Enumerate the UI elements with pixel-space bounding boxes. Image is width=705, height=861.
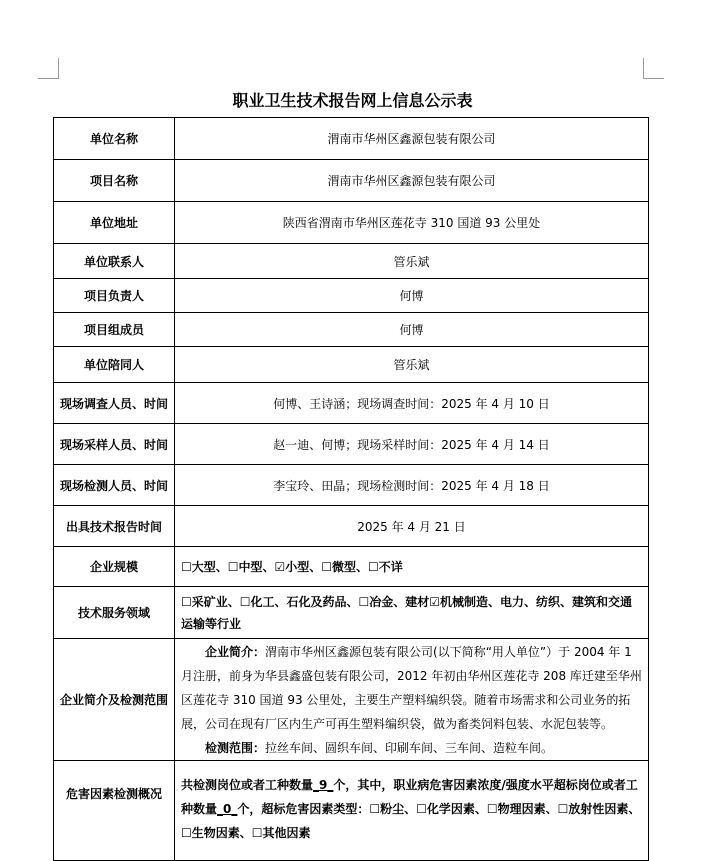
table-row	[54, 244, 649, 279]
value-testing: 李宝玲、田晶；现场检测时间：2025 年 4 月 18 日	[175, 465, 649, 506]
value-unit-name: 渭南市华州区鑫源包装有限公司	[175, 118, 649, 160]
table-row	[54, 424, 649, 465]
value-address: 陕西省渭南市华州区莲花寺 310 国道 93 公里处	[175, 202, 649, 244]
label-hazard: 危害因素检测概况	[54, 761, 175, 861]
table-row	[54, 547, 649, 587]
table-row	[54, 279, 649, 313]
label-scale: 企业规模	[54, 547, 175, 587]
value-members: 何博	[175, 313, 649, 347]
value-hazard	[175, 761, 649, 861]
value-project-name: 渭南市华州区鑫源包装有限公司	[175, 160, 649, 202]
hazard-text-1: 共检测岗位或者工种数量	[181, 778, 314, 792]
crop-mark-left	[38, 58, 59, 79]
hazard-count-posts: _9_	[313, 778, 334, 792]
table-row	[54, 347, 649, 383]
label-address: 单位地址	[54, 202, 175, 244]
scope-heading: 检测范围：	[205, 740, 266, 755]
label-testing: 现场检测人员、时间	[54, 465, 175, 506]
intro-text: 渭南市华州区鑫源包装有限公司(以下简称“用人单位”）于 2004 年 1 月注册，前身为华县鑫盛包装有限公司，2012 年初由华州区莲花寺 208 库迁建至华州区莲花寺 310 国道 93 公里处，主要生产塑料编织袋。随着市场需求和公司业务的拓展，公司在现有厂区内生产可再生塑料编织袋，做为畜类饲料包装、水泥包装等。	[181, 644, 642, 731]
intro-heading: 企业简介：	[205, 644, 266, 659]
scope-paragraph	[181, 736, 642, 760]
label-contact: 单位联系人	[54, 244, 175, 279]
label-escort: 单位陪同人	[54, 347, 175, 383]
label-unit-name: 单位名称	[54, 118, 175, 160]
intro-paragraph	[181, 640, 642, 736]
table-row	[54, 761, 649, 861]
value-domain: ☐采矿业、☐化工、石化及药品、☐冶金、建材☑机械制造、电力、纺织、建筑和交通运输等行业	[175, 587, 649, 639]
label-survey: 现场调查人员、时间	[54, 383, 175, 424]
value-survey: 何博、王诗涵；现场调查时间：2025 年 4 月 10 日	[175, 383, 649, 424]
table-row	[54, 587, 649, 639]
label-project-lead: 项目负责人	[54, 279, 175, 313]
label-domain: 技术服务领域	[54, 587, 175, 639]
label-report-date: 出具技术报告时间	[54, 506, 175, 547]
value-project-lead: 何博	[175, 279, 649, 313]
value-sampling: 赵一迪、何博；现场采样时间：2025 年 4 月 14 日	[175, 424, 649, 465]
hazard-text-3: 个，超标危害因素类型：☐粉尘、☐化学因素、☐物理因素、☐放射性因素、☐生物因素、☐其他因素	[181, 802, 641, 840]
table-row	[54, 506, 649, 547]
value-report-date: 2025 年 4 月 21 日	[175, 506, 649, 547]
label-sampling: 现场采样人员、时间	[54, 424, 175, 465]
label-intro: 企业简介及检测范围	[54, 639, 175, 761]
label-project-name: 项目名称	[54, 160, 175, 202]
label-members: 项目组成员	[54, 313, 175, 347]
table-row	[54, 383, 649, 424]
table-row	[54, 313, 649, 347]
value-intro	[175, 639, 649, 761]
hazard-text-2: 个，其中，职业病危害因素浓度/强度水平超标岗位或者工种数量	[181, 778, 638, 816]
value-scale: ☐大型、☐中型、☑小型、☐微型、☐不详	[175, 547, 649, 587]
page-title: 职业卫生技术报告网上信息公示表	[232, 91, 473, 110]
scope-text: 拉丝车间、圆织车间、印刷车间、三车间、造粒车间。	[265, 740, 554, 755]
crop-mark-right	[643, 58, 664, 79]
value-escort: 管乐斌	[175, 347, 649, 383]
table-row	[54, 118, 649, 160]
hazard-count-exceed: _0_	[217, 802, 238, 816]
value-contact: 管乐斌	[175, 244, 649, 279]
info-table	[53, 117, 649, 861]
table-row	[54, 202, 649, 244]
table-row	[54, 465, 649, 506]
table-row	[54, 639, 649, 761]
table-row	[54, 160, 649, 202]
